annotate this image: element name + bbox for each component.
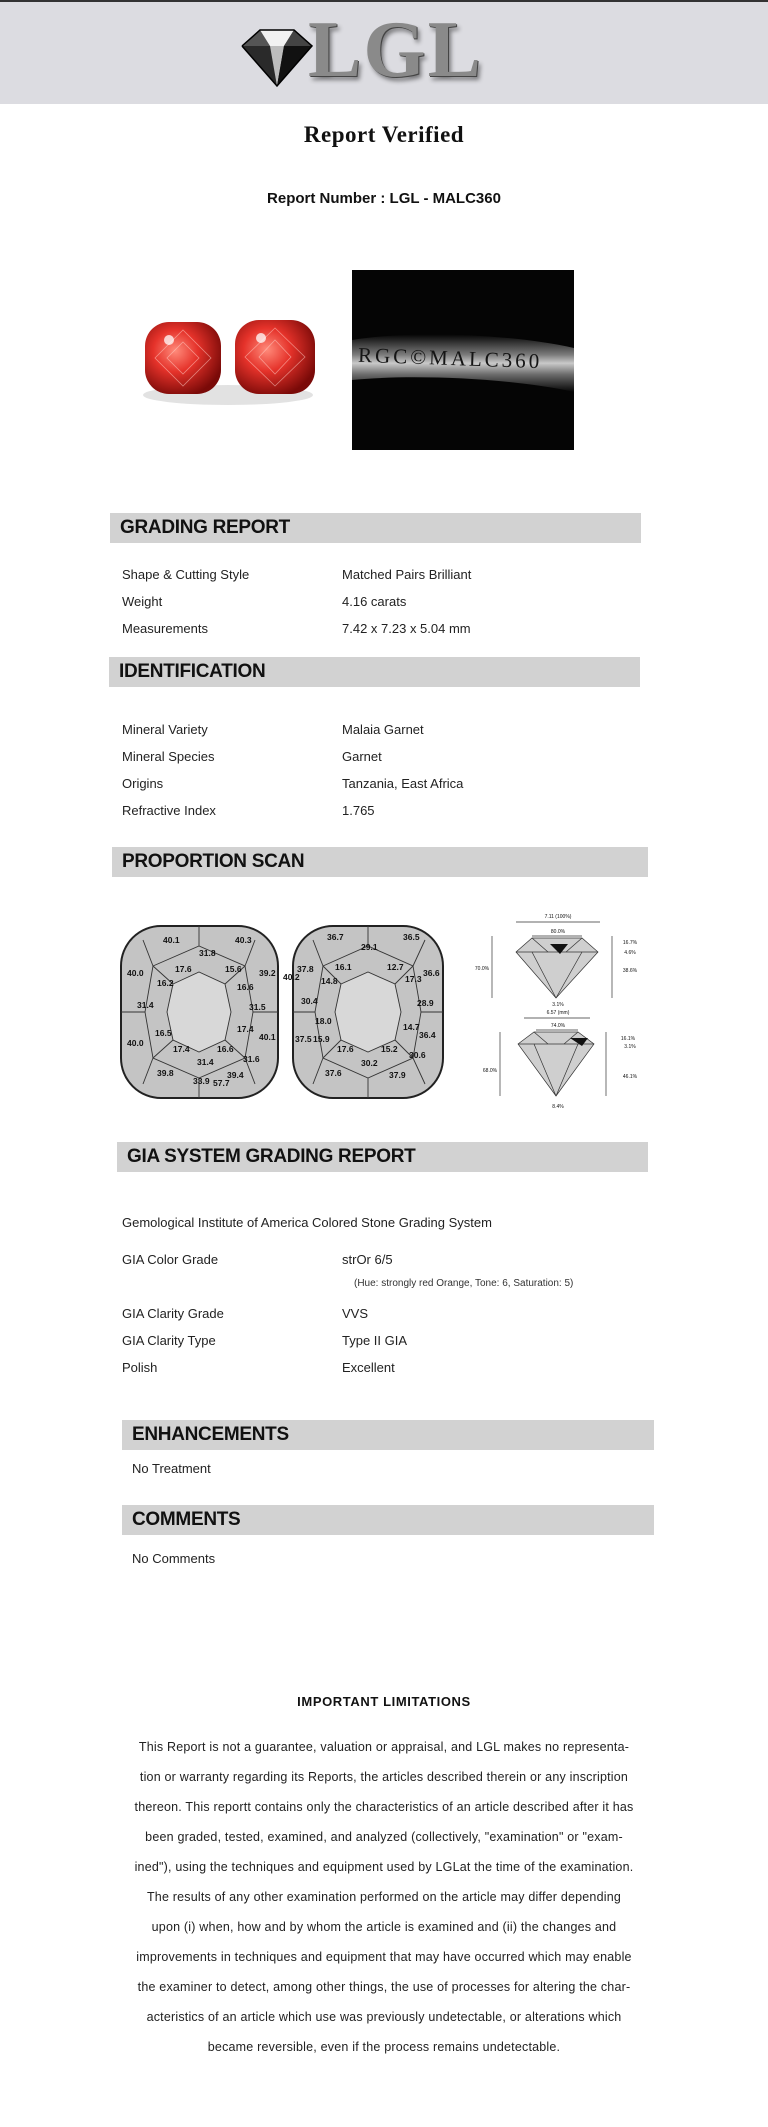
scan-value: 16.5 — [155, 1028, 172, 1038]
scan-value: 15.9 — [313, 1034, 330, 1044]
limitations-line: been graded, tested, examined, and analyzed (collectively, "examination" or "exam- — [145, 1830, 623, 1844]
scan-value: 31.4 — [197, 1057, 214, 1067]
scan-value: 17.3 — [405, 974, 422, 984]
scan-value: 16.1 — [335, 962, 352, 972]
scan-value: 37.8 — [297, 964, 314, 974]
scan-value: 36.4 — [419, 1030, 436, 1040]
profile-label: 70.0% — [474, 966, 490, 972]
gia-row-value: VVS — [342, 1306, 369, 1321]
gia-row-label: GIA Clarity Grade — [122, 1306, 224, 1321]
proportion-scan-heading: PROPORTION SCAN — [112, 847, 648, 877]
scan-value: 31.8 — [199, 948, 216, 958]
scan-value: 30.6 — [409, 1050, 426, 1060]
scan-value: 40.2 — [283, 972, 300, 982]
grading-row-label: Shape & Cutting Style — [122, 567, 250, 582]
scan-value: 16.6 — [217, 1044, 234, 1054]
identification-row-value: Garnet — [342, 749, 382, 764]
grading-report-heading: GRADING REPORT — [110, 513, 641, 543]
gia-row-value: Excellent — [342, 1360, 395, 1375]
scan-value: 33.9 — [193, 1076, 210, 1086]
scan-value: 40.1 — [163, 935, 180, 945]
limitations-line: improvements in techniques and equipment that may have occurred which may enable — [136, 1950, 632, 1964]
scan-value: 30.4 — [301, 996, 318, 1006]
scan-value: 37.5 — [295, 1034, 312, 1044]
profile-label: 38.6% — [622, 968, 638, 974]
scan-value: 39.8 — [157, 1068, 174, 1078]
header-band — [0, 2, 768, 104]
scan-value: 29.1 — [361, 942, 378, 952]
scan-value: 17.4 — [237, 1024, 254, 1034]
limitations-line: ined"), using the techniques and equipment used by LGLat the time of the examination. — [134, 1860, 634, 1874]
profile-label: 7.11 (100%) — [544, 914, 572, 920]
scan-value: 36.7 — [327, 932, 344, 942]
limitations-line: The results of any other examination performed on the article may differ depending — [146, 1890, 622, 1904]
enhancements-heading: ENHANCEMENTS — [122, 1420, 654, 1450]
limitations-line: thereon. This reportt contains only the characteristics of an article described after it has — [134, 1800, 634, 1814]
scan-value: 17.6 — [175, 964, 192, 974]
scan-value: 18.0 — [315, 1016, 332, 1026]
gia-row-label: Polish — [122, 1360, 158, 1375]
inscription-photo — [352, 270, 574, 450]
scan-value: 30.2 — [361, 1058, 378, 1068]
profile-label: 68.0% — [482, 1068, 498, 1074]
scan-value: 31.6 — [243, 1054, 260, 1064]
scan-value: 40.3 — [235, 935, 252, 945]
limitations-line: tion or warranty regarding its Reports, the articles described therein or any inscription — [139, 1770, 629, 1784]
scan-value: 40.0 — [127, 1038, 144, 1048]
limitations-line: acteristics of an article which use was previously undetectable, or alterations which — [146, 2010, 622, 2024]
gem-photo — [133, 270, 323, 460]
scan-value: 16.6 — [237, 982, 254, 992]
profile-label: 3.1% — [624, 1044, 636, 1050]
identification-row-label: Mineral Species — [122, 749, 215, 764]
enhancements-text: No Treatment — [132, 1461, 211, 1476]
report-number: Report Number : LGL - MALC360 — [267, 190, 501, 207]
scan-value: 39.2 — [259, 968, 276, 978]
identification-row-value: 1.765 — [342, 803, 375, 818]
logo-text: LGL — [308, 6, 483, 94]
grading-row-value: Matched Pairs Brilliant — [342, 567, 472, 582]
comments-heading: COMMENTS — [122, 1505, 654, 1535]
profile-label: 8.4% — [552, 1104, 564, 1110]
scan-value: 17.4 — [173, 1044, 190, 1054]
inscription-text: RGC©MALC360 — [357, 342, 543, 374]
profile-label: 4.6% — [624, 950, 636, 956]
scan-value: 40.1 — [259, 1032, 276, 1042]
gia-row-value: Type II GIA — [342, 1333, 408, 1348]
scan-value: 36.6 — [423, 968, 440, 978]
scan-value: 15.6 — [225, 964, 242, 974]
limitations-line: This Report is not a guarantee, valuation or appraisal, and LGL makes no representa- — [138, 1740, 630, 1754]
page-title: Report Verified — [303, 122, 465, 147]
scan-value: 15.2 — [381, 1044, 398, 1054]
profile-label: 74.0% — [550, 1023, 566, 1029]
identification-row-label: Origins — [122, 776, 164, 791]
profile-label: 46.1% — [622, 1074, 638, 1080]
scan-value: 28.9 — [417, 998, 434, 1008]
scan-value: 57.7 — [213, 1078, 230, 1088]
gia-row-label: GIA Clarity Type — [122, 1333, 216, 1348]
limitations-line: upon (i) when, how and by whom the article is examined and (ii) the changes and — [151, 1920, 617, 1934]
identification-row-value: Malaia Garnet — [342, 722, 424, 737]
grading-row-value: 7.42 x 7.23 x 5.04 mm — [342, 621, 471, 636]
grading-row-label: Weight — [122, 594, 163, 609]
scan-value: 37.6 — [325, 1068, 342, 1078]
limitations-line: became reversible, even if the process remains undetectable. — [207, 2040, 561, 2054]
scan-value: 14.8 — [321, 976, 338, 986]
identification-heading: IDENTIFICATION — [109, 657, 640, 687]
gia-color-value: strOr 6/5 — [342, 1252, 393, 1267]
limitations-heading: IMPORTANT LIMITATIONS — [297, 1694, 471, 1709]
gia-intro: Gemological Institute of America Colored Stone Grading System — [122, 1215, 492, 1230]
gia-color-note: (Hue: strongly red Orange, Tone: 6, Saturation: 5) — [354, 1278, 574, 1289]
scan-value: 36.5 — [403, 932, 420, 942]
scan-value: 16.2 — [157, 978, 174, 988]
gia-report-heading: GIA SYSTEM GRADING REPORT — [117, 1142, 648, 1172]
scan-value: 40.0 — [127, 968, 144, 978]
lgl-logo — [232, 6, 492, 96]
gia-color-label: GIA Color Grade — [122, 1252, 219, 1267]
profile-label: 80.0% — [550, 929, 566, 935]
scan-value: 31.4 — [137, 1000, 154, 1010]
scan-value: 31.5 — [249, 1002, 266, 1012]
profile-label: 16.7% — [622, 940, 638, 946]
scan-value: 37.9 — [389, 1070, 406, 1080]
profile-label: 3.1% — [552, 1002, 564, 1008]
comments-text: No Comments — [132, 1551, 216, 1566]
identification-row-label: Refractive Index — [122, 803, 216, 818]
scan-value: 12.7 — [387, 962, 404, 972]
scan-value: 17.6 — [337, 1044, 354, 1054]
grading-row-label: Measurements — [122, 621, 208, 636]
proportion-scan-profile — [470, 906, 648, 1120]
identification-row-value: Tanzania, East Africa — [342, 776, 464, 791]
limitations-line: the examiner to detect, among other things, the use of processes for altering the char- — [137, 1980, 631, 1994]
scan-value: 14.7 — [403, 1022, 420, 1032]
profile-label: 6.57 (mm) — [546, 1010, 570, 1016]
proportion-scan-face-up — [113, 906, 450, 1120]
scan-value: 39.4 — [227, 1070, 244, 1080]
identification-row-label: Mineral Variety — [122, 722, 208, 737]
grading-row-value: 4.16 carats — [342, 594, 407, 609]
limitations-text — [120, 1732, 648, 2062]
profile-label: 16.1% — [620, 1036, 636, 1042]
